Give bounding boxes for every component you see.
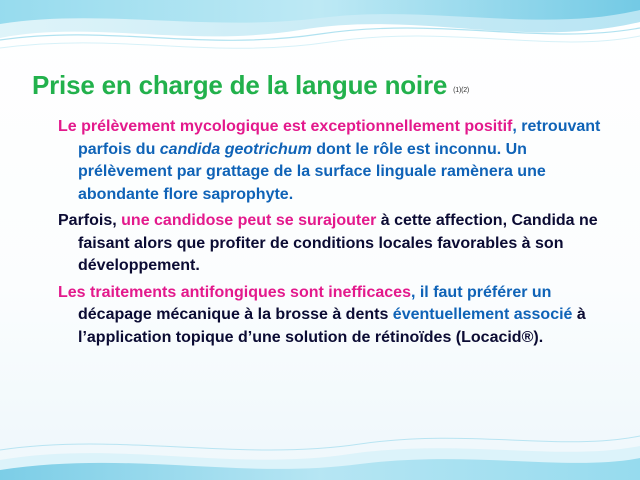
title-references: (1)(2) <box>453 87 470 94</box>
paragraph-traitements <box>58 282 603 350</box>
text-segment: candida geotrichum <box>159 140 312 158</box>
text-segment: , retrouvant parfois du <box>78 118 601 158</box>
paragraph-mycology <box>58 116 603 206</box>
text-segment: à l’application topique d’une solution de rétinoïdes (Locacid®). <box>78 306 586 346</box>
slide-title-text: Prise en charge de la langue noire <box>32 70 448 100</box>
text-segment: Le prélèvement mycologique est exceptionnellement positif <box>58 118 513 135</box>
paragraph-candidose <box>58 210 603 278</box>
text-segment: Parfois, <box>58 212 122 229</box>
text-segment: dont le rôle est inconnu. Un prélèvement par grattage de la surface linguale ramènera une abondante flore saprophyte. <box>78 140 546 203</box>
text-segment: une candidose peut se surajouter <box>121 212 377 229</box>
text-segment: éventuellement associé <box>392 306 573 323</box>
text-segment: , il faut préférer un <box>410 283 552 301</box>
text-segment: Les traitements antifongiques sont inefficaces <box>58 283 411 301</box>
text-segment: à cette affection, Candida ne faisant alors que profiter de conditions locales favorables à son développement. <box>78 212 598 274</box>
slide-body <box>58 116 603 353</box>
text-segment: décapage mécanique à la brosse à dents <box>78 306 393 323</box>
bottom-wave-decoration <box>0 420 640 480</box>
slide-title <box>32 70 469 101</box>
top-wave-decoration <box>0 0 640 70</box>
